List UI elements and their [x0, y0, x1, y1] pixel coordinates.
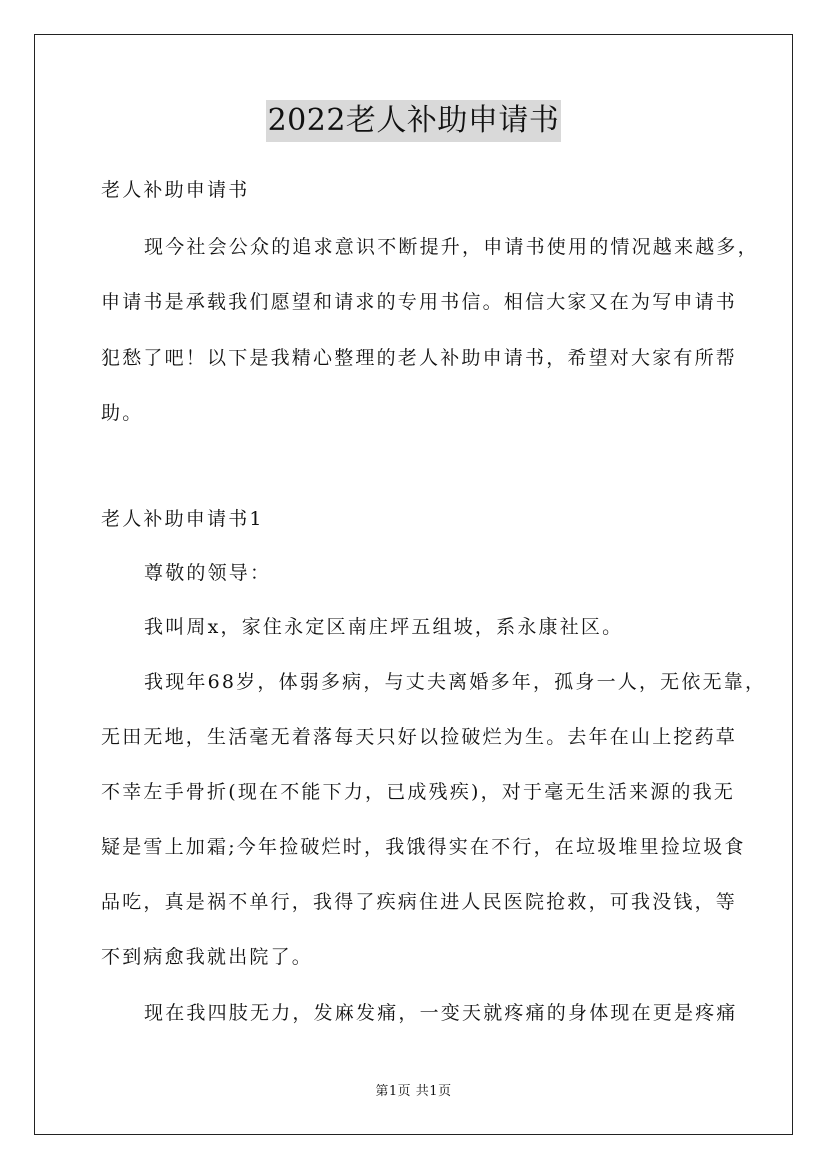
body-line: 疑是雪上加霜;今年捡破烂时，我饿得实在不行，在垃圾堆里捡垃圾食: [101, 836, 746, 858]
page-number: 第1页 共1页: [375, 1084, 452, 1099]
title-container: [0, 100, 827, 142]
section-heading: 老人补助申请书: [101, 179, 250, 201]
body-line: 助。: [101, 402, 144, 424]
body-line: 我叫周x，家住永定区南庄坪五组坡，系永康社区。: [144, 616, 624, 638]
body-line: 我现年68岁，体弱多病，与丈夫离婚多年，孤身一人，无依无靠，: [144, 671, 767, 693]
body-line: 不到病愈我就出院了。: [101, 946, 314, 968]
body-line: 无田无地，生活毫无着落每天只好以捡破烂为生。去年在山上挖药草: [101, 726, 738, 748]
document-title: 2022老人补助申请书: [266, 100, 562, 142]
body-line: 品吃，真是祸不单行，我得了疾病住进人民医院抢救，可我没钱，等: [101, 891, 738, 913]
body-line: 申请书是承载我们愿望和请求的专用书信。相信大家又在为写申请书: [101, 291, 738, 313]
body-line: 犯愁了吧！以下是我精心整理的老人补助申请书，希望对大家有所帮: [101, 347, 738, 369]
body-line: 现今社会公众的追求意识不断提升，申请书使用的情况越来越多，: [144, 236, 759, 258]
body-line: 现在我四肢无力，发麻发痛，一变天就疼痛的身体现在更是疼痛: [144, 1002, 738, 1024]
section-heading: 老人补助申请书1: [101, 508, 264, 530]
body-line: 不幸左手骨折(现在不能下力，已成残疾)，对于毫无生活来源的我无: [101, 781, 736, 803]
salutation: 尊敬的领导：: [144, 562, 272, 584]
